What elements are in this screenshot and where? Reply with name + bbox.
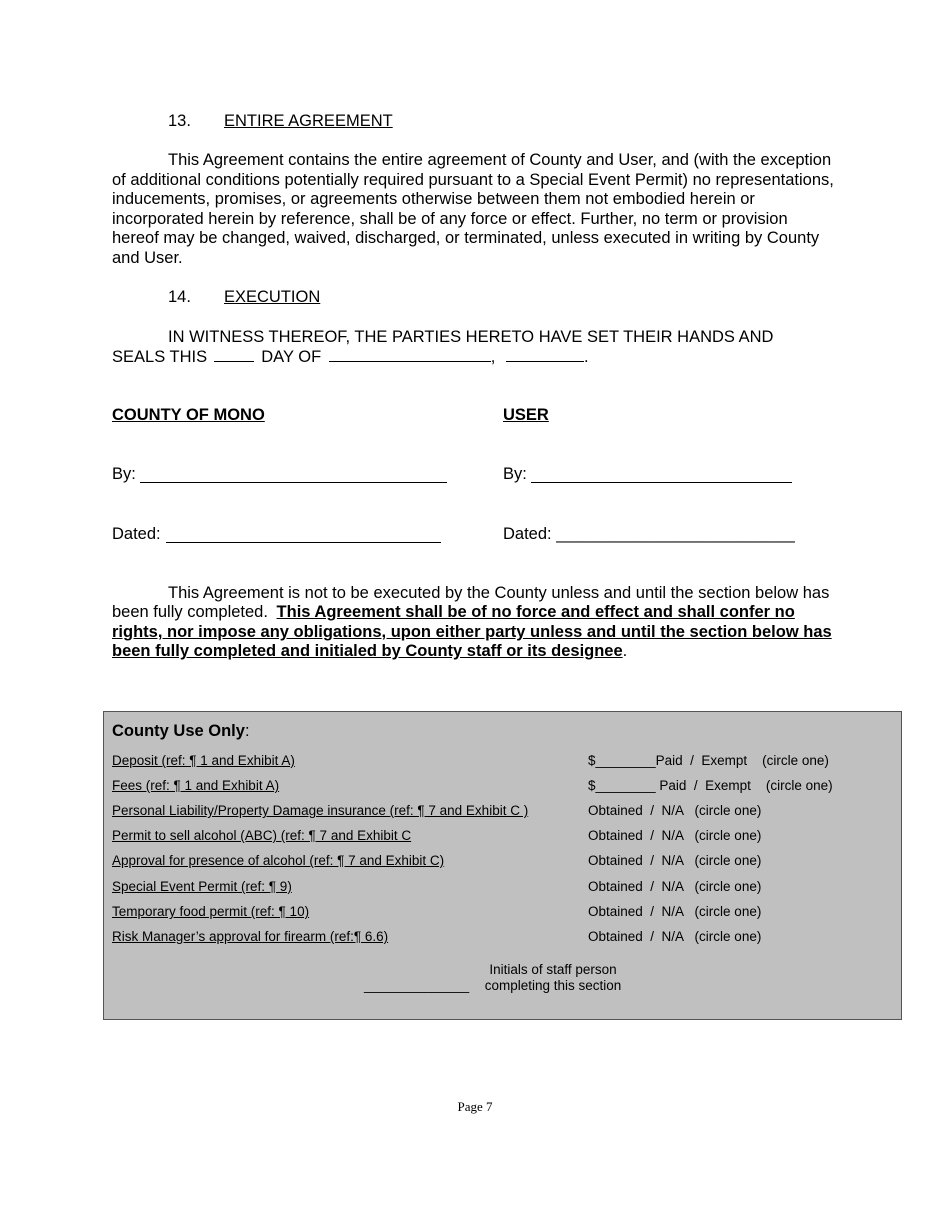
initials-label-line-1: Initials of staff person [489, 962, 617, 977]
notice-bold-text: This Agreement shall be of no force and effect and shall confer no [276, 603, 795, 621]
county-use-status[interactable]: Obtained / N/A (circle one) [588, 904, 762, 919]
initials-blank[interactable]: ______________ [364, 978, 470, 993]
section-13-number: 13. [168, 112, 191, 130]
section-14-title: EXECUTION [224, 288, 321, 306]
initials-label-line-2: completing this section [484, 978, 622, 993]
day-blank[interactable] [214, 347, 254, 362]
county-dated-line[interactable] [166, 525, 395, 543]
notice-line-1: This Agreement is not to be executed by the County unless and until the section below has [168, 584, 830, 602]
county-use-item: Deposit (ref: ¶ 1 and Exhibit A) [112, 753, 295, 768]
day-of-label: DAY OF [261, 348, 322, 366]
county-use-status[interactable]: $________ Paid / Exempt (circle one) [588, 778, 833, 793]
notice-period: . [622, 642, 628, 660]
user-dated-label [503, 525, 795, 545]
county-use-item: Permit to sell alcohol (ABC) (ref: ¶ 7 and Exhibit C [112, 828, 412, 843]
section-13-body-line: incorporated herein by reference, shall be of any force or effect. Further, no term or provision [112, 210, 788, 228]
page-number: Page 7 [457, 1099, 493, 1114]
county-signature-line[interactable] [140, 465, 447, 483]
county-use-only-box [103, 711, 902, 1020]
county-use-status[interactable]: Obtained / N/A (circle one) [588, 929, 762, 944]
county-use-only-title: County Use Only: [112, 722, 250, 740]
county-dated-line-extension [395, 525, 441, 543]
notice-line-3: rights, nor impose any obligations, upon either party unless and until the section below has [112, 623, 832, 641]
year-blank[interactable] [506, 347, 584, 362]
month-blank[interactable] [329, 347, 491, 362]
county-use-status[interactable]: Obtained / N/A (circle one) [588, 879, 762, 894]
county-use-item: Risk Manager’s approval for firearm (ref:¶ 6.6) [112, 929, 389, 944]
county-use-item: Temporary food permit (ref: ¶ 10) [112, 904, 310, 919]
section-13-body-line: hereof may be changed, waived, discharged, or terminated, unless executed in writing by County [112, 229, 820, 247]
county-use-item: Special Event Permit (ref: ¶ 9) [112, 879, 292, 894]
seals-this-label: SEALS THIS [112, 348, 208, 366]
county-dated-label: Dated: [112, 525, 161, 543]
section-14-number: 14. [168, 288, 191, 306]
period: . [583, 348, 589, 366]
initials-label [478, 962, 628, 994]
user-signature-line[interactable] [531, 465, 792, 483]
section-13-body-line: inducements, promises, or agreements otherwise between them not embodied herein or [112, 190, 755, 208]
section-13-title: ENTIRE AGREEMENT [224, 112, 393, 130]
county-by-label: By: [112, 465, 136, 483]
county-use-status[interactable]: Obtained / N/A (circle one) [588, 803, 762, 818]
section-13-body-line: of additional conditions potentially required pursuant to a Special Event Permit) no representations, [112, 171, 834, 189]
user-heading: USER [503, 406, 549, 424]
notice-line-4 [112, 642, 627, 662]
county-use-status[interactable]: $________Paid / Exempt (circle one) [588, 753, 829, 768]
user-dated-text: Dated: [503, 525, 552, 543]
county-use-item: Fees (ref: ¶ 1 and Exhibit A) [112, 778, 280, 793]
county-use-status[interactable]: Obtained / N/A (circle one) [588, 853, 762, 868]
execution-line-1: IN WITNESS THEREOF, THE PARTIES HERETO HAVE SET THEIR HANDS AND [168, 328, 774, 346]
notice-line-2 [112, 603, 795, 623]
user-by-label: By: [503, 465, 527, 483]
notice-plain-text: been fully completed. [112, 603, 268, 621]
section-13-body-line: and User. [112, 249, 183, 267]
county-of-mono-heading: COUNTY OF MONO [112, 406, 265, 424]
county-use-status[interactable]: Obtained / N/A (circle one) [588, 828, 762, 843]
comma: , [490, 348, 496, 366]
user-dated-blank[interactable]: __________________________ [556, 525, 795, 543]
county-use-item: Personal Liability/Property Damage insurance (ref: ¶ 7 and Exhibit C ) [112, 803, 529, 818]
section-13-body-line: This Agreement contains the entire agreement of County and User, and (with the exception [168, 151, 832, 169]
notice-bold-text-end: been fully completed and initialed by County staff or its designee [112, 642, 623, 660]
execution-line-2 [112, 347, 589, 368]
county-use-item: Approval for presence of alcohol (ref: ¶ 7 and Exhibit C) [112, 853, 445, 868]
